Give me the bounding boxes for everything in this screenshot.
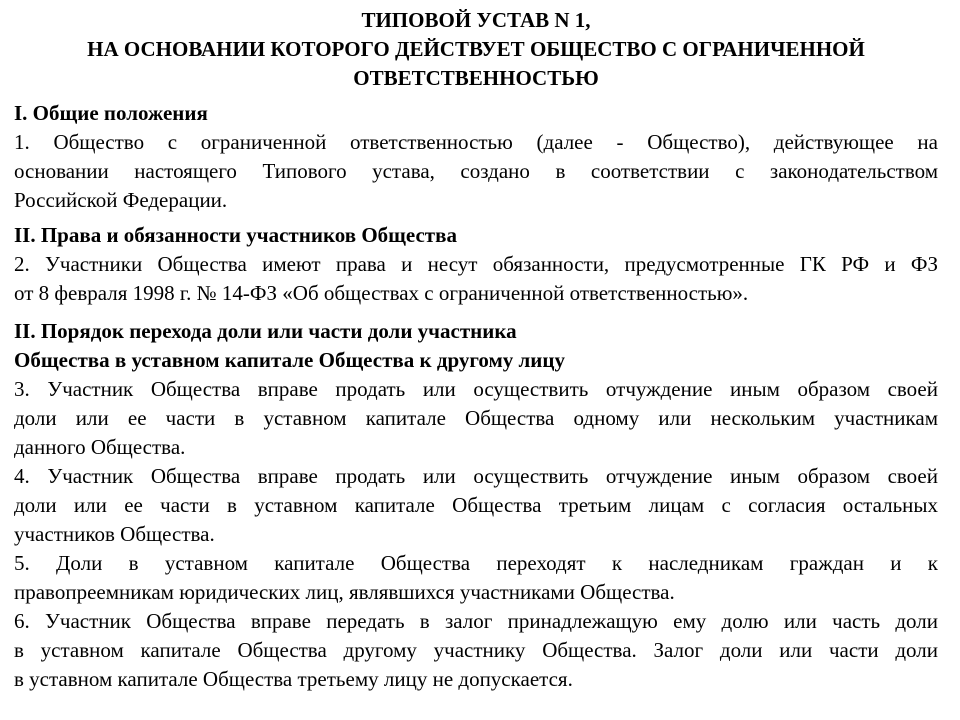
section-heading: II. Порядок перехода доли или части доли участника Общества в уставном капитале Общества к другому лицу <box>14 319 566 372</box>
paragraph-1: 1. Общество с ограниченной ответственностью (далее - Общество), действующее на основании настоящего Типового устава, создано в соответствии с законодательством Российской Федерации. <box>14 130 938 212</box>
title-line: ТИПОВОЙ УСТАВ N 1, <box>361 8 591 32</box>
section-general-provisions <box>14 99 938 215</box>
title-line: ОТВЕТСТВЕННОСТЬЮ <box>353 66 599 90</box>
document-page <box>14 6 938 694</box>
section-heading: I. Общие положения <box>14 101 208 125</box>
paragraph-2: 2. Участники Общества имеют права и несут обязанности, предусмотренные ГК РФ и ФЗ от 8 февраля 1998 г. № 14-ФЗ «Об обществах с ограниченной ответственностью». <box>14 252 938 305</box>
paragraph-5: 5. Доли в уставном капитале Общества переходят к наследникам граждан и к правопреемникам юридических лиц, являвшихся участниками Общества. <box>14 551 938 604</box>
section-share-transfer <box>14 317 938 694</box>
title-line: НА ОСНОВАНИИ КОТОРОГО ДЕЙСТВУЕТ ОБЩЕСТВО С ОГРАНИЧЕННОЙ <box>87 37 865 61</box>
paragraph-6: 6. Участник Общества вправе передать в залог принадлежащую ему долю или часть доли в уставном капитале Общества другому участнику Общества. Залог доли или части доли в уставном капитале Общества третьему лицу не допускается. <box>14 609 938 691</box>
section-rights-obligations <box>14 221 938 308</box>
paragraph-3: 3. Участник Общества вправе продать или осуществить отчуждение иным образом своей доли или ее части в уставном капитале Общества одному или нескольким участникам данного Общества. <box>14 377 938 459</box>
document-title <box>14 6 938 93</box>
paragraph-4: 4. Участник Общества вправе продать или осуществить отчуждение иным образом своей доли или ее части в уставном капитале Общества третьим лицам с согласия остальных участников Общества. <box>14 464 938 546</box>
section-heading: II. Права и обязанности участников Общества <box>14 223 457 247</box>
